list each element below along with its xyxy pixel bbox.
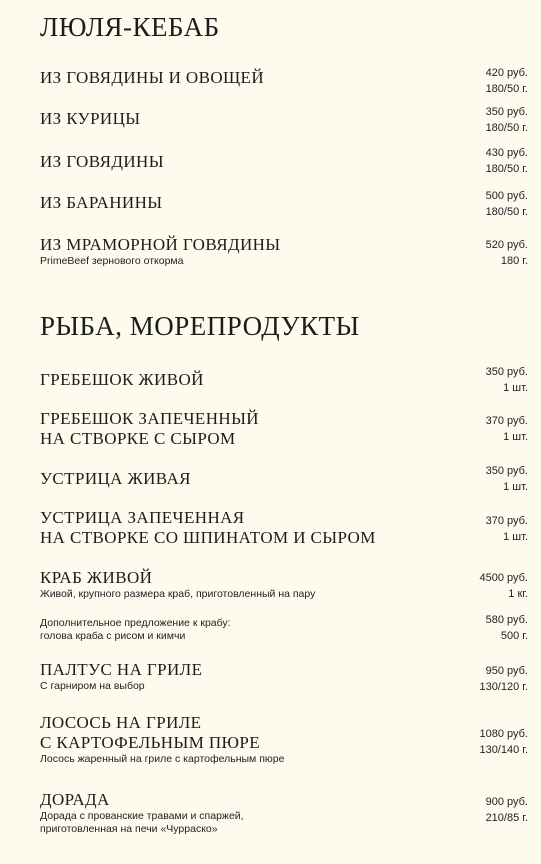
item-name: ЛОСОСЬ НА ГРИЛЕ [40, 713, 202, 732]
item-weight: 180 г. [500, 255, 528, 267]
item-weight: 1 шт. [503, 531, 528, 543]
item-price: 520 руб. [485, 239, 528, 251]
item-name: ИЗ БАРАНИНЫ [40, 193, 163, 212]
item-description: PrimeBeef зернового откорма [40, 255, 184, 267]
item-price: 350 руб. [485, 465, 528, 477]
item-description: Дорада с прованские травами и спаржей, [40, 810, 244, 822]
item-description: голова краба с рисом и кимчи [40, 630, 186, 642]
item-weight: 500 г. [500, 630, 528, 642]
item-name: КРАБ ЖИВОЙ [40, 568, 153, 587]
section-title-lyulya-kebab: ЛЮЛЯ-КЕБАБ [40, 12, 220, 42]
item-weight: 1 шт. [503, 431, 528, 443]
item-name: ИЗ ГОВЯДИНЫ И ОВОЩЕЙ [40, 68, 265, 87]
item-name: ДОРАДА [40, 790, 110, 809]
item-description: Лосось жаренный на гриле с картофельным пюре [40, 753, 285, 765]
item-description: С гарниром на выбор [40, 680, 145, 692]
item-weight: 180/50 г. [485, 83, 528, 95]
item-name: УСТРИЦА ЖИВАЯ [40, 469, 191, 488]
item-name: ИЗ КУРИЦЫ [40, 109, 141, 128]
item-name: ИЗ МРАМОРНОЙ ГОВЯДИНЫ [40, 235, 281, 254]
item-weight: 180/50 г. [485, 122, 528, 134]
item-price: 1080 руб. [479, 728, 528, 740]
item-description: приготовленная на печи «Чурраско» [40, 823, 218, 835]
item-weight: 1 шт. [503, 481, 528, 493]
item-weight: 210/85 г. [485, 812, 528, 824]
item-name: НА СТВОРКЕ С СЫРОМ [40, 429, 236, 448]
item-description: Живой, крупного размера краб, приготовленный на пару [40, 588, 316, 600]
item-weight: 130/140 г. [479, 744, 528, 756]
item-weight: 1 кг. [508, 588, 528, 600]
item-price: 370 руб. [485, 415, 528, 427]
item-weight: 180/50 г. [485, 206, 528, 218]
item-price: 370 руб. [485, 515, 528, 527]
item-name: УСТРИЦА ЗАПЕЧЕННАЯ [40, 508, 245, 527]
item-name: ИЗ ГОВЯДИНЫ [40, 152, 164, 171]
item-price: 4500 руб. [479, 572, 528, 584]
item-price: 580 руб. [485, 614, 528, 626]
item-name: ГРЕБЕШОК ЖИВОЙ [40, 370, 204, 389]
item-price: 430 руб. [485, 147, 528, 159]
item-description: Дополнительное предложение к крабу: [40, 617, 231, 629]
item-weight: 180/50 г. [485, 163, 528, 175]
item-price: 420 руб. [485, 67, 528, 79]
item-name: ПАЛТУС НА ГРИЛЕ [40, 660, 203, 679]
item-name: С КАРТОФЕЛЬНЫМ ПЮРЕ [40, 733, 261, 752]
item-name: НА СТВОРКЕ СО ШПИНАТОМ И СЫРОМ [40, 528, 376, 547]
item-weight: 130/120 г. [479, 681, 528, 693]
section-title-fish-seafood: РЫБА, МОРЕПРОДУКТЫ [40, 311, 360, 341]
item-price: 350 руб. [485, 106, 528, 118]
item-price: 350 руб. [485, 366, 528, 378]
item-weight: 1 шт. [503, 382, 528, 394]
item-name: ГРЕБЕШОК ЗАПЕЧЕННЫЙ [40, 409, 259, 428]
item-price: 500 руб. [485, 190, 528, 202]
item-price: 900 руб. [485, 796, 528, 808]
item-price: 950 руб. [485, 665, 528, 677]
